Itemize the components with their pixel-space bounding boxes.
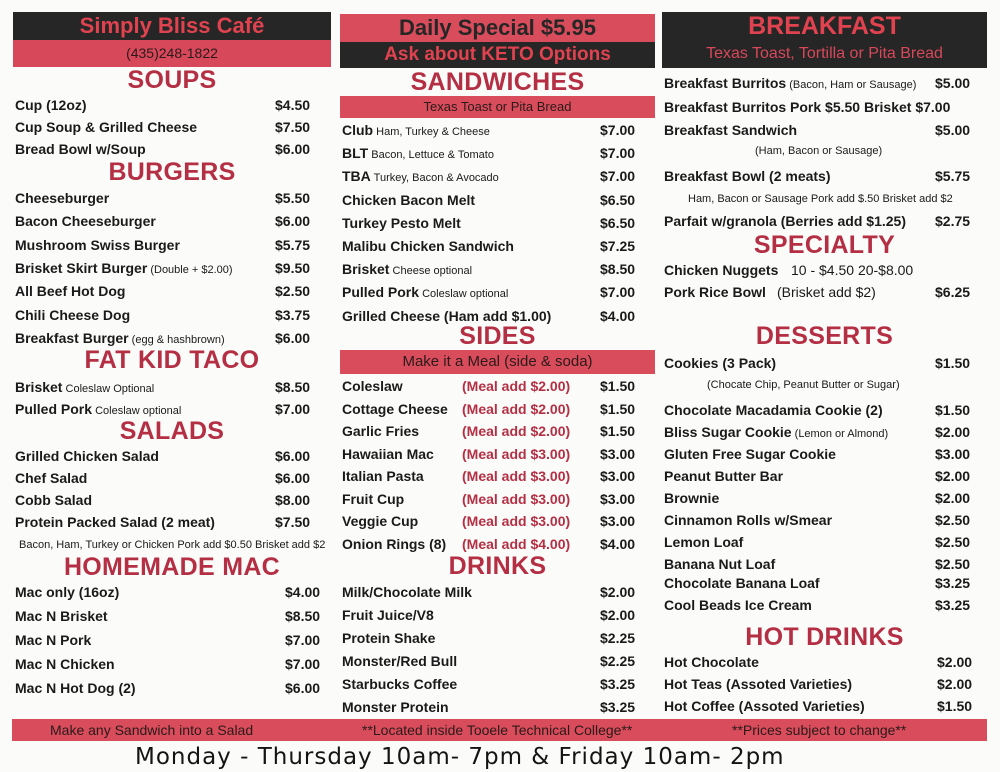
menu-item-price: $5.50	[275, 190, 311, 206]
sandwich-bread-banner	[340, 96, 655, 118]
daily-special-banner	[340, 14, 655, 42]
menu-item-price: $3.25	[600, 699, 636, 715]
menu-item-price: $3.25	[935, 597, 971, 613]
menu-item-price: $6.00	[275, 213, 311, 230]
breakfast-bowl-note: Ham, Bacon or Sausage Pork add $.50 Brisket add $2	[688, 193, 953, 205]
menu-item-price: $1.50	[935, 355, 971, 371]
menu-item-name: Cobb Salad	[15, 492, 93, 508]
menu-item-name: Fruit Cup	[342, 490, 405, 507]
meal-addon: (Meal add $3.00)	[462, 513, 571, 529]
menu-item-price: $4.50	[275, 97, 311, 113]
menu-item-name: Monster/Red Bull	[342, 653, 458, 669]
menu-item-name: Chocolate Macadamia Cookie (2)	[664, 402, 883, 418]
meal-addon: (Meal add $2.00)	[462, 423, 571, 439]
menu-item-name: Bliss Sugar Cookie (Lemon or Almond)	[664, 424, 889, 440]
menu-item-name: Italian Pasta	[342, 468, 424, 484]
menu-item-note: (Bacon, Ham or Sausage)	[786, 79, 917, 91]
menu-item-name: Pork Rice Bowl	[664, 284, 766, 300]
soups-title: SOUPS	[127, 66, 217, 94]
menu-item-price: $4.00	[285, 584, 321, 600]
menu-item-price: $7.50	[275, 119, 311, 135]
menu-item-price: $4.00	[600, 307, 636, 324]
meal-addon: (Meal add $3.00)	[462, 490, 571, 507]
menu-item-name: Lemon Loaf	[664, 534, 744, 550]
menu-item-price: $6.50	[600, 191, 636, 208]
menu-item-name: Chili Cheese Dog	[15, 306, 131, 323]
menu-item-price: $1.50	[935, 402, 971, 418]
menu-item-name: All Beef Hot Dog	[15, 283, 126, 300]
breakfast-title-banner	[662, 12, 987, 40]
menu-item-price: $9.50	[275, 259, 311, 276]
menu-item-name: Milk/Chocolate Milk	[342, 584, 472, 600]
menu-item-price: $6.00	[275, 141, 311, 157]
meal-banner-text: Make it a Meal (side & soda)	[402, 353, 593, 370]
menu-item-name: Hot Chocolate	[664, 654, 759, 670]
menu-item-name: Bacon Cheeseburger	[15, 213, 156, 230]
menu-item-price: $3.00	[600, 468, 636, 484]
menu-item-price: $8.50	[285, 608, 321, 624]
menu-item-price: $5.00	[935, 122, 971, 138]
menu-item-note: Ham, Turkey & Cheese	[373, 126, 490, 138]
menu-item-name: Breakfast Burritos Pork $5.50 Brisket $7.00	[664, 99, 951, 115]
menu-item-name: Garlic Fries	[342, 423, 420, 439]
menu-item-name: Malibu Chicken Sandwich	[342, 238, 514, 254]
menu-item-price: $7.00	[600, 145, 636, 162]
menu-item-note: (Lemon or Almond)	[791, 428, 889, 440]
menu-item-name: Mac N Brisket	[15, 608, 108, 624]
menu-item-price: $2.00	[935, 490, 971, 506]
menu-item-price: $3.00	[935, 446, 971, 462]
menu-item-name: Mac N Pork	[15, 632, 92, 648]
cafe-name-banner	[13, 12, 331, 40]
menu-item-price: $5.00	[935, 75, 971, 91]
menu-item-price: $8.50	[600, 261, 636, 278]
menu-item-name: Protein Shake	[342, 630, 436, 646]
menu-item-note: (Double + $2.00)	[147, 263, 233, 276]
menu-item-name: Veggie Cup	[342, 513, 419, 529]
menu-item-note: (egg & hashbrown)	[128, 333, 225, 346]
menu-item-price: $2.50	[935, 512, 971, 528]
menu-item-name: Brisket Skirt Burger (Double + $2.00)	[15, 259, 233, 276]
salad-meat-note: Bacon, Ham, Turkey or Chicken Pork add $0.50 Brisket add $2	[19, 539, 326, 551]
menu-item-price: $3.00	[600, 513, 636, 529]
menu-item-extra: 10 - $4.50 20-$8.00	[791, 262, 914, 278]
menu-item-name: Brisket Coleslaw Optional	[15, 379, 155, 395]
menu-item-price: $5.75	[275, 236, 311, 253]
menu-item-name: Chicken Bacon Melt	[342, 191, 476, 208]
menu-item-price: $5.75	[935, 168, 971, 184]
menu-item-name: Peanut Butter Bar	[664, 468, 784, 484]
menu-item-name: Brisket Cheese optional	[342, 261, 473, 278]
menu-item-price: $2.00	[937, 676, 973, 692]
menu-item-name: Breakfast Burger (egg & hashbrown)	[15, 329, 225, 346]
menu-item-price: $1.50	[600, 378, 636, 394]
menu-item-price: $2.50	[935, 534, 971, 550]
menu-item-name: Hawaiian Mac	[342, 445, 434, 462]
menu-item-name: TBA Turkey, Bacon & Avocado	[342, 168, 499, 185]
sides-title: SIDES	[459, 322, 536, 350]
menu-item-price: $6.00	[275, 470, 311, 486]
menu-item-name: Pulled Pork Coleslaw optional	[342, 284, 509, 301]
homemade-mac-title: HOMEMADE MAC	[63, 553, 281, 581]
footer-band	[12, 719, 987, 741]
menu-item-price: $3.00	[600, 445, 636, 462]
menu-item-name: Coleslaw	[342, 378, 403, 394]
menu-item-price: $6.25	[935, 284, 971, 300]
breakfast-title: BREAKFAST	[748, 12, 901, 40]
menu-item-name: Monster Protein	[342, 699, 449, 715]
menu-item-price: $3.00	[600, 490, 636, 507]
menu-item-price: $2.00	[600, 584, 636, 600]
menu-item-note: Bacon, Lettuce & Tomato	[368, 149, 494, 162]
menu-item-name: Breakfast Sandwich	[664, 122, 798, 138]
location-note: **Located inside Tooele Technical College**	[362, 722, 633, 738]
hours: Monday - Thursday 10am- 7pm & Friday 10am- 2pm	[135, 744, 785, 770]
menu-item-price: $7.00	[285, 656, 321, 672]
salads-title: SALADS	[119, 417, 225, 445]
meal-addon: (Meal add $2.00)	[462, 378, 571, 394]
menu-item-name: Cinnamon Rolls w/Smear	[664, 512, 833, 528]
daily-special: Daily Special $5.95	[399, 15, 596, 40]
menu-item-price: $7.00	[600, 284, 636, 301]
menu-item-price: $2.25	[600, 653, 636, 669]
menu-item-note: Coleslaw Optional	[62, 383, 155, 395]
meal-addon: (Meal add $3.00)	[462, 468, 571, 484]
menu-item-price: $2.25	[600, 630, 636, 646]
menu-item-price: $1.50	[937, 698, 973, 714]
menu-item-name: Cottage Cheese	[342, 400, 448, 417]
menu-item-name: Chocolate Banana Loaf	[664, 575, 820, 591]
menu-item-name: Cheeseburger	[15, 190, 110, 206]
menu-item-price: $2.00	[935, 468, 971, 484]
menu-item-price: $3.25	[935, 575, 971, 591]
fat-kid-taco-title: FAT KID TACO	[84, 346, 260, 374]
menu-item-price: $7.50	[275, 514, 311, 530]
prices-note: **Prices subject to change**	[732, 722, 907, 738]
menu-item-name: Mushroom Swiss Burger	[15, 236, 180, 253]
menu-item-price: $2.00	[937, 654, 973, 670]
menu-item-price: $6.00	[275, 329, 311, 346]
menu-item-price: $6.50	[600, 214, 636, 231]
cafe-name: Simply Bliss Café	[79, 13, 265, 38]
menu-item-name: Fruit Juice/V8	[342, 607, 434, 623]
menu-item-name: Club Ham, Turkey & Cheese	[342, 122, 490, 138]
menu-item-price: $8.00	[275, 492, 311, 508]
sandwich-bread: Texas Toast or Pita Bread	[423, 99, 572, 114]
menu-item-name: Mac only (16oz)	[15, 584, 120, 600]
burgers-title: BURGERS	[108, 158, 236, 186]
menu-item-price: $7.00	[275, 401, 311, 417]
menu-item-price: $2.50	[275, 283, 311, 300]
menu-item-note: Cheese optional	[389, 265, 473, 278]
breakfast-bread: Texas Toast, Tortilla or Pita Bread	[706, 45, 943, 62]
menu-item-price: $8.50	[275, 379, 311, 395]
menu-item-note: Turkey, Bacon & Avocado	[370, 172, 499, 185]
menu-item-name: Mac N Chicken	[15, 656, 115, 672]
menu-item-name: Grilled Cheese (Ham add $1.00)	[342, 307, 552, 324]
desserts-title: DESSERTS	[755, 322, 894, 350]
menu-item-extra: (Brisket add $2)	[777, 284, 876, 300]
menu-item-name: Cup Soup & Grilled Cheese	[15, 119, 198, 135]
menu-item-name: BLT Bacon, Lettuce & Tomato	[342, 145, 494, 162]
menu-item-name: Gluten Free Sugar Cookie	[664, 446, 836, 462]
menu-item-name: Hot Teas (Assoted Varieties)	[664, 676, 853, 692]
menu-item-note: Coleslaw optional	[419, 288, 509, 301]
menu-item-price: $7.00	[600, 122, 636, 138]
menu-item-name: Protein Packed Salad (2 meat)	[15, 514, 215, 530]
menu-item-name: Bread Bowl w/Soup	[15, 141, 146, 157]
menu-item-price: $7.00	[600, 168, 636, 185]
menu-item-price: $2.50	[935, 556, 971, 572]
menu-item-name: Pulled Pork Coleslaw optional	[15, 401, 182, 417]
menu-item-price: $2.00	[935, 424, 971, 440]
menu-item-price: $2.00	[600, 607, 636, 623]
menu-item-name: Mac N Hot Dog (2)	[15, 680, 136, 696]
phone-banner	[13, 40, 331, 67]
menu-item-price: $1.50	[600, 400, 636, 417]
menu-item-price: $7.00	[285, 632, 321, 648]
meal-addon: (Meal add $4.00)	[462, 535, 571, 552]
menu-item-name: Grilled Chicken Salad	[15, 448, 159, 464]
menu-item-name: Chef Salad	[15, 470, 88, 486]
meal-banner	[340, 350, 655, 374]
cookie-flavor-note: (Chocate Chip, Peanut Butter or Sugar)	[707, 379, 900, 391]
sandwiches-title: SANDWICHES	[410, 68, 585, 96]
phone-number: (435)248-1822	[126, 45, 218, 61]
menu-item-name: Onion Rings (8)	[342, 535, 447, 552]
keto-banner	[340, 42, 655, 68]
menu-item-name: Cool Beads Ice Cream	[664, 597, 812, 613]
menu-item-name: Brownie	[664, 490, 720, 506]
keto-options: Ask about KETO Options	[384, 44, 611, 65]
menu-item-name: Starbucks Coffee	[342, 676, 458, 692]
menu-item-name: Banana Nut Loaf	[664, 556, 776, 572]
salad-note: Make any Sandwich into a Salad	[50, 722, 254, 738]
menu-item-price: $4.00	[600, 535, 636, 552]
menu-item-name: Breakfast Bowl (2 meats)	[664, 168, 831, 184]
menu-item-name: Turkey Pesto Melt	[342, 214, 461, 231]
menu-item-note: Coleslaw optional	[92, 405, 182, 417]
hot-drinks-title: HOT DRINKS	[745, 623, 904, 651]
menu-item-name: Parfait w/granola (Berries add $1.25)	[664, 213, 906, 229]
specialty-title: SPECIALTY	[753, 231, 896, 259]
drinks-title: DRINKS	[448, 552, 547, 580]
breakfast-sandwich-note: (Ham, Bacon or Sausage)	[755, 145, 883, 157]
menu-item-price: $2.75	[935, 213, 971, 229]
meal-addon: (Meal add $2.00)	[462, 400, 571, 417]
breakfast-bread-banner	[662, 40, 987, 68]
menu-item-name: Cup (12oz)	[15, 97, 87, 113]
menu-item-price: $6.00	[275, 448, 311, 464]
menu-item-price: $1.50	[600, 423, 636, 439]
menu-item-name: Breakfast Burritos (Bacon, Ham or Sausage)	[664, 75, 917, 91]
menu-item-name: Cookies (3 Pack)	[664, 355, 777, 371]
menu-item-price: $6.00	[285, 680, 321, 696]
menu-item-price: $3.25	[600, 676, 636, 692]
menu-item-name: Hot Coffee (Assoted Varieties)	[664, 698, 865, 714]
meal-addon: (Meal add $3.00)	[462, 445, 571, 462]
menu-item-name: Chicken Nuggets	[664, 262, 779, 278]
menu-item-price: $7.25	[600, 238, 636, 254]
menu-item-price: $3.75	[275, 306, 311, 323]
